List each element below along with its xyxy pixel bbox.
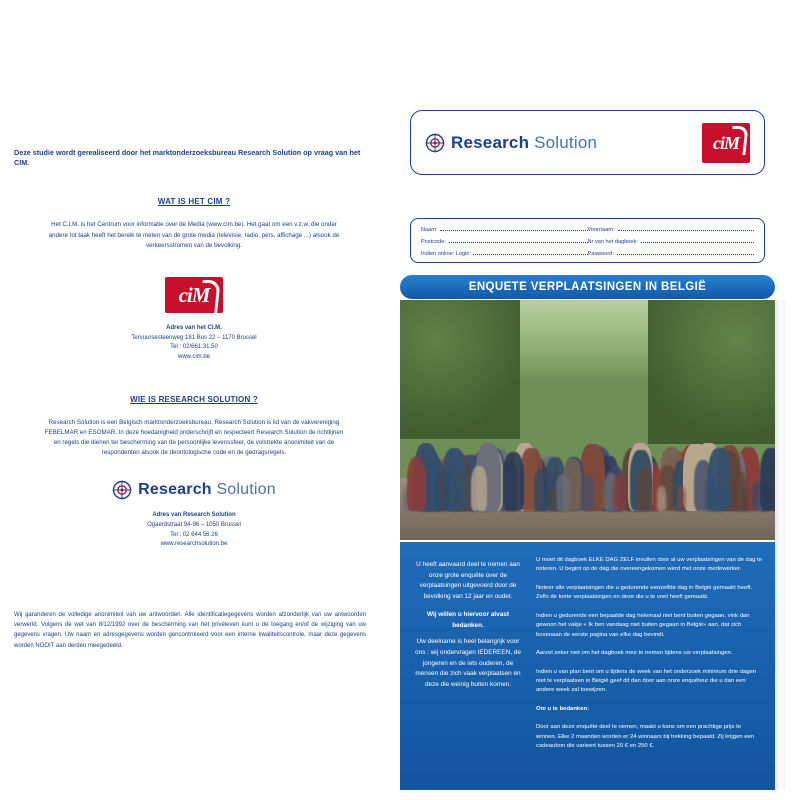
dagboek-field[interactable]: [588, 236, 755, 246]
rs-address-title: Adres van Research Solution: [152, 512, 236, 519]
instructions-p3: Indien u gedurende een bepaalde dag helemaal niet bent buiten gegaan, vink dan gewoon het vakje « Ik ben vandaag niet buiten gegaan in België» aan, dat zich bovenaan de eerste pagina van elke dag bevindt.: [536, 612, 750, 638]
survey-title-banner: ENQUETE VERPLAATSINGEN IN BELGIË: [400, 275, 775, 299]
research-solution-section: [14, 395, 374, 550]
cim-section-heading: WAT IS HET CIM ?: [157, 197, 231, 207]
instructions-left-p2: Uw deelname is heel belangrijk voor ons : wij ondervragen IEDEREEN, de jongeren en de iets ouderen, de mensen die zich vaak verplaatsen en deze die weinig buiten komen.: [415, 638, 521, 688]
login-field[interactable]: [421, 248, 588, 258]
paswoord-field[interactable]: [588, 248, 755, 258]
instructions-thanks: Wij willen u hiervoor alvast bedanken.: [427, 611, 509, 629]
rs-section-paragraph: Research Solution is een Belgisch marktonderzoeksbureau. Research Solution is lid van de vakvereniging FEBELMAR en ESOMAR. In deze hoedanigheid onderschrijft en respecteert Research Solution de richtlijnen en regels die dienen ter bescherming van de persoonlijke levenssfeer, de volstrekte anonimiteit van de respondenten alsook de deontologische code en de gedragsregels.: [44, 418, 344, 457]
voornaam-field[interactable]: [588, 224, 755, 234]
form-row-login: [421, 248, 754, 258]
instructions-p2: Noteer alle verplaatsingen die u gedurende eenzelfde dag in België gemaakt heeft. Zelfs de korte verplaatsingen en deze die u te voet heeft gemaakt.: [536, 584, 753, 601]
postcode-field[interactable]: [421, 236, 588, 246]
instructions-p5: Indien u van plan bent om u tijdens de week van het onderzoek minimum drie dagen niet te verplaatsen in België geef dit dan door aan onze enquêteur die u dan een andere week zal toewijzen.: [536, 668, 757, 694]
naam-label: Naam:: [421, 227, 438, 233]
target-icon: [425, 133, 445, 153]
research-solution-logo: [112, 480, 276, 500]
form-row-postcode: [421, 236, 754, 246]
instructions-right-column: [536, 556, 762, 761]
naam-field[interactable]: [421, 224, 588, 234]
rs-address-line-1: Ogaerdstraat 94-96 – 1050 Brussel: [147, 522, 241, 529]
instructions-p1: U moet dit dagboek ELKE DAG ZELF invullen door al uw verplaatsingen van de dag te noteren. U begint op de dag die overeengekomen werd met onze medewerker.: [536, 557, 762, 573]
dagboek-input-line[interactable]: [641, 236, 754, 243]
cim-logo: [165, 277, 223, 313]
rs-address: [14, 511, 374, 549]
booklet-cim-logo-text: ciM: [713, 132, 739, 153]
naam-input-line[interactable]: [440, 224, 587, 231]
instructions-reward-heading: Om u te bedanken:: [536, 705, 590, 712]
cim-address-title: Adres van het CI.M.: [166, 325, 222, 332]
respondent-form-box: [410, 218, 765, 263]
rs-address-line-2: Tel : 02 644 56 26: [170, 531, 218, 538]
photo-crowd: [400, 372, 775, 511]
cim-section: [14, 197, 374, 362]
form-row-naam: [421, 224, 754, 234]
rs-logo-block: [14, 480, 374, 505]
right-panel: [390, 110, 786, 750]
target-icon: [112, 480, 132, 500]
instructions-left-column: [414, 560, 522, 690]
cim-address: [14, 324, 374, 362]
booklet-rs-logo: [425, 133, 597, 153]
cim-logo-text: ciM: [178, 283, 210, 308]
privacy-footer-text: Wij garanderen de volledige anonimiteit van uw antwoorden. Alle identificatiegegevens worden afzonderlijk van uw antwoorden verwerkt. Volgens de wet van 8/12/1992 over de bescherming van het privéleven kunt u de toegang en/of de wijziging van uw gegevens vragen. Uw naam en adresgegevens worden gencontroleerd voor een interne kwaliteitscontrole, maar deze gegevens worden NOOIT aan derden meegedeeld.: [14, 612, 366, 649]
rs-logo-bold: Research: [138, 481, 212, 499]
login-input-line[interactable]: [473, 248, 588, 255]
instructions-box: [400, 542, 775, 790]
left-panel: [14, 148, 374, 678]
paswoord-label: Paswoord:: [587, 251, 614, 258]
booklet-rs-bold: Research: [451, 132, 530, 152]
voornaam-input-line[interactable]: [618, 224, 754, 231]
cim-swoosh-icon: [729, 126, 748, 155]
cim-section-paragraph: Het C.I.M. is het Centrum voor informatie over de Media (www.cim.be). Het gaat om een v.z.w. die onder andere tot taak heeft het bereik te meten van de grote media (televisie, radio, pers, affichage ...) alsook de verkeersstromen van de bevolking.: [48, 221, 340, 249]
instructions-reward-text: Door aan deze enquête deel te nemen, maakt u kans om een prachtige prijs te winnen. Elke 2 maanden worden er 24 winnaars bij trekking bepaald. Zij krijgen een cadeaubon die varieert tussen 20 € en 250 €.: [536, 724, 755, 750]
cim-address-line-2: Tel : 02/661.31.50: [170, 344, 218, 351]
rs-logo-light: Solution: [216, 481, 276, 499]
cim-logo-block: [14, 277, 374, 318]
crowd-photo: [400, 300, 775, 540]
instructions-left-p1: U heeft aanvaard deel te nemen aan onze grote enquête over de verplaatsingen uitgevoerd door de bevolking van 12 jaar en ouder.: [416, 561, 520, 600]
postcode-input-line[interactable]: [449, 236, 588, 243]
dagboek-label: Nr van het dagboek:: [587, 239, 638, 246]
rs-section-heading: WIE IS RESEARCH SOLUTION ?: [130, 394, 258, 404]
instructions-p4: Aarzel zeker niet om het dagboek mee te nemen tijdens uw verplaatsingen.: [536, 650, 733, 657]
cim-swoosh-icon: [199, 280, 220, 313]
login-label: Indien online: Login: [421, 251, 470, 258]
voornaam-label: Voornaam:: [587, 227, 615, 233]
booklet-rs-wordmark: [451, 133, 597, 153]
postcode-label: Postcode:: [421, 239, 446, 246]
rs-logo-wordmark: [138, 481, 276, 499]
booklet-rs-light: Solution: [534, 132, 598, 152]
cim-address-line-1: Tervuursesteenweg 181 Bus 22 – 1170 Brussel: [131, 334, 257, 341]
intro-lead-text: Deze studie wordt gerealiseerd door het marktonderzoeksbureau Research Solution op vraag van het CIM.: [14, 148, 361, 167]
cim-address-line-3[interactable]: www.cim.be: [177, 353, 210, 360]
page-edge-decoration: [774, 300, 785, 790]
booklet-cim-logo: [702, 123, 750, 163]
rs-address-line-3[interactable]: www.researchsolution.be: [160, 541, 228, 548]
paswoord-input-line[interactable]: [617, 248, 754, 255]
booklet-header-box: [410, 110, 765, 175]
